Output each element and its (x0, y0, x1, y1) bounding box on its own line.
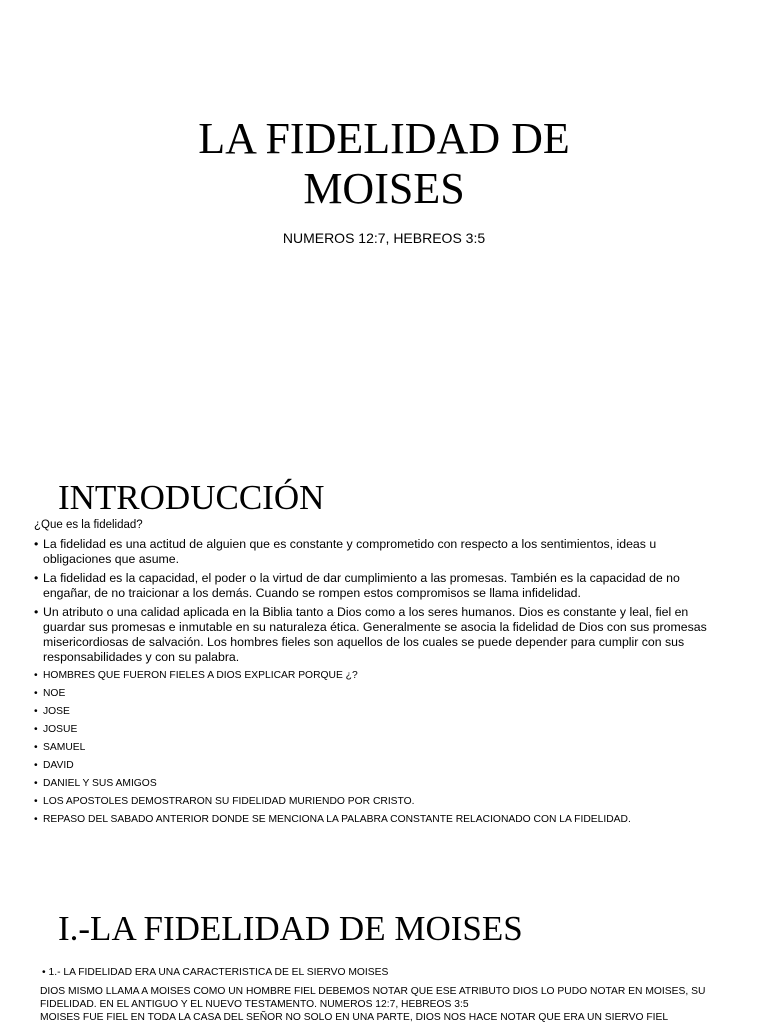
slide-subtitle: NUMEROS 12:7, HEBREOS 3:5 (282, 230, 486, 246)
title-slide (0, 0, 768, 440)
bullet-icon: • (34, 778, 38, 789)
definition-text: La fidelidad es una actitud de alguien que es constante y comprometido con respecto a los sentimientos, ideas u obligaciones que asume. (43, 537, 657, 566)
list-item-text: DANIEL Y SUS AMIGOS (43, 778, 157, 789)
bullet-icon: • (34, 688, 38, 699)
bullet-icon: • (42, 967, 46, 978)
title-line-2: MOISES (303, 164, 465, 213)
list-item-text: JOSE (43, 706, 70, 717)
list-item (34, 705, 724, 718)
section-body (40, 966, 730, 1024)
list-item (34, 741, 724, 754)
list-item (34, 723, 724, 736)
list-item-text: LOS APOSTOLES DEMOSTRARON SU FIDELIDAD MURIENDO POR CRISTO. (43, 796, 415, 807)
list-item (34, 813, 724, 826)
section-paragraph: DIOS MISMO LLAMA A MOISES COMO UN HOMBRE FIEL DEBEMOS NOTAR QUE ESE ATRIBUTO DIOS LO PUDO NOTAR EN MOISES, SU FIDELIDAD. EN EL ANTIGUO Y EL NUEVO TESTAMENTO. NUMEROS 12:7, HEBREOS 3:5 (40, 986, 706, 1010)
definition-text: La fidelidad es la capacidad, el poder o la virtud de dar cumplimiento a las promesas. También es la capacidad de no engañar, de no traicionar a los demás. Cuando se rompen estos compromisos se llama infidelidad. (43, 571, 680, 600)
section-slide (0, 872, 768, 1024)
bullet-icon: • (34, 760, 38, 771)
section-paragraph: MOISES FUE FIEL EN TODA LA CASA DEL SEÑOR NO SOLO EN UNA PARTE, DIOS NOS HACE NOTAR QUE ERA UN SIERVO FIEL (40, 1012, 669, 1023)
list-item (34, 759, 724, 772)
section-item (40, 966, 730, 979)
bullet-icon: • (34, 605, 39, 619)
list-item (34, 795, 724, 808)
introduction-heading: INTRODUCCIÓN (58, 478, 325, 517)
list-item (34, 571, 724, 601)
list-item (34, 777, 724, 790)
question-text: ¿Que es la fidelidad? (34, 519, 143, 531)
definition-list (34, 537, 724, 665)
introduction-body (34, 518, 724, 831)
bullet-icon: • (34, 742, 38, 753)
section-heading: I.-LA FIDELIDAD DE MOISES (58, 909, 523, 948)
bullet-icon: • (34, 724, 38, 735)
list-item-text: JOSUE (43, 724, 78, 735)
list-item (34, 537, 724, 567)
list-item-text: SAMUEL (43, 742, 86, 753)
bullet-icon: • (34, 706, 38, 717)
bullet-icon: • (34, 670, 38, 681)
title-line-1: LA FIDELIDAD DE (198, 114, 570, 163)
bullet-icon: • (34, 796, 38, 807)
list-item (34, 669, 724, 682)
bullet-icon: • (34, 814, 38, 825)
definition-text: Un atributo o una calidad aplicada en la Biblia tanto a Dios como a los seres humanos. Dios es constante y leal, fiel en guardar sus promesas e inmutable en su naturaleza ética. Generalmente se asocia la fidelidad de Dios con sus promesas misericordiosas de salvación. Los hombres fieles son aquellos de los cuales se puede depender para cumplir con sus responsabilidades y con su palabra. (43, 605, 707, 664)
introduction-slide (0, 440, 768, 872)
list-item (34, 605, 724, 665)
list-item-text: DAVID (43, 760, 74, 771)
list-item (34, 687, 724, 700)
bullet-icon: • (34, 571, 39, 585)
section-item-text: 1.- LA FIDELIDAD ERA UNA CARACTERISTICA DE EL SIERVO MOISES (48, 967, 389, 978)
slide-title (100, 114, 668, 214)
list-item-text: HOMBRES QUE FUERON FIELES A DIOS EXPLICAR PORQUE ¿? (43, 670, 358, 681)
list-item-text: REPASO DEL SABADO ANTERIOR DONDE SE MENCIONA LA PALABRA CONSTANTE RELACIONADO CON LA FIDELIDAD. (43, 814, 631, 825)
bullet-icon: • (34, 537, 39, 551)
list-item-text: NOE (43, 688, 66, 699)
faithful-men-list (34, 669, 724, 826)
